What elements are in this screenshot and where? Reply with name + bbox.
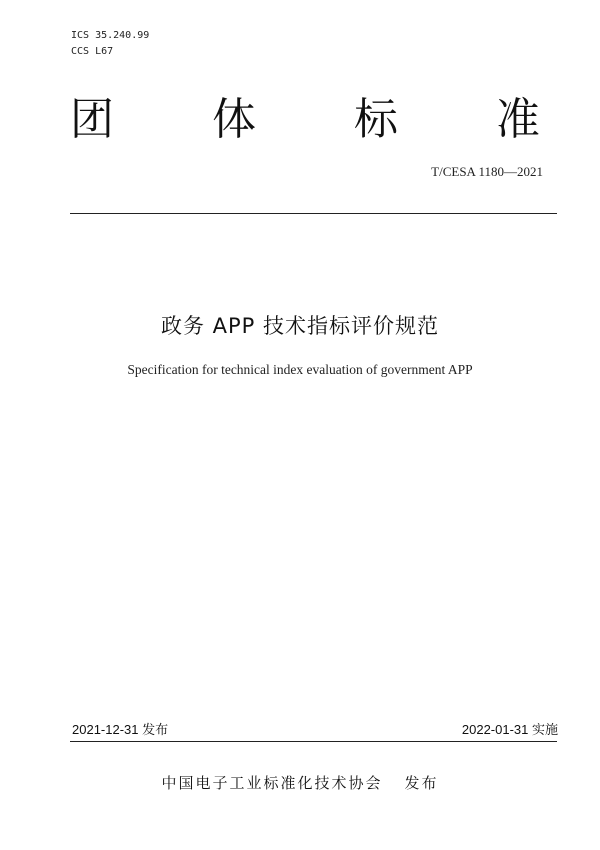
heading-char-2: 体 — [212, 94, 256, 145]
implementation-date: 2022-01-31 实施 — [461, 722, 558, 737]
publisher-action: 发布 — [404, 774, 439, 792]
heading-char-4: 准 — [496, 94, 540, 145]
bottom-divider — [70, 741, 557, 742]
heading-char-1: 团 — [70, 94, 114, 145]
top-divider — [70, 213, 557, 214]
standard-type-heading — [70, 92, 540, 148]
standard-number: T/CESA 1180—2021 — [431, 164, 543, 179]
document-title-english: Specification for technical index evaluation of government APP — [127, 362, 473, 377]
document-title-chinese: 政务 APP 技术指标评价规范 — [160, 314, 440, 338]
ccs-code: CCS L67 — [71, 46, 114, 57]
issue-date: 2021-12-31 发布 — [72, 722, 169, 737]
publisher-name: 中国电子工业标准化技术协会 — [161, 774, 383, 792]
publisher-line — [0, 772, 600, 793]
classification-codes — [71, 28, 149, 60]
heading-char-3: 标 — [354, 94, 398, 145]
ics-code: ICS 35.240.99 — [71, 30, 150, 41]
